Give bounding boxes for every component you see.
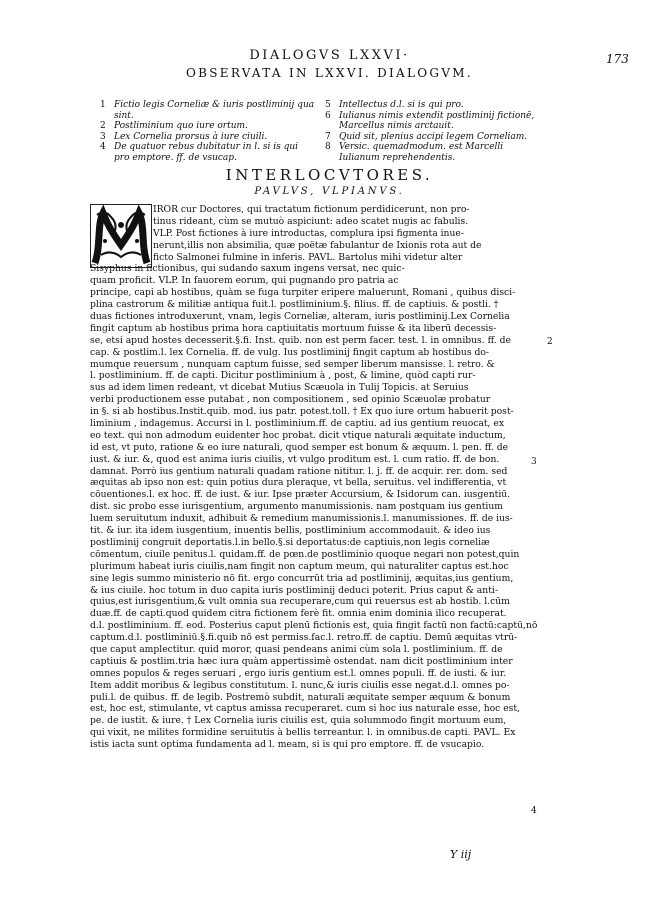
text-line: id est, vt puto, ratione & eo iure naturali, quod semper est bonum & æquum. l. pen. ff. de (90, 441, 509, 453)
summary-item (325, 142, 540, 163)
summary-item (100, 121, 315, 132)
summary-left-column (100, 100, 315, 164)
text-line: verbi productionem esse putabat , non compositionem , sed opinio Scæuolæ probatur (90, 394, 491, 406)
summary-item-text: Iulianus nimis extendit postliminij fictionē, Marcellus nimis arctauit. (339, 110, 535, 132)
text-line: cōuentiones.l. ex hoc. ff. de iust. & iur. Ipse præter Accursium, & Isidorum can. iusgentiū. (90, 489, 511, 501)
text-line: tit. & iur. ita idem iusgentium, inuentis bellis, postliminium accommodauit. & ideo ius (90, 525, 491, 537)
text-line: quam proficit. VLP. In fauorem eorum, qui pugnando pro patria ac (90, 275, 399, 287)
summary-item-text: Lex Cornelia prorsus à iure ciuili. (114, 131, 268, 142)
text-line: tinus rideant, cùm se mutuò aspiciunt: adeo scatet nugis ac fabulis. (153, 215, 469, 227)
text-line: duæ.ff. de capti.quod quidem citra fictionem ferè fit. omnia enim dominia ilico recuperat. (90, 608, 507, 620)
text-line: liminium , indagemus. Accursi in l. postliminium.ff. de captiu. ad ius gentium reuocat, ex (90, 418, 505, 430)
margin-note-4: 4 (531, 806, 537, 816)
text-line: captum.d.l. postliminiū.§.fi.quib nō est permiss.fac.l. retro.ff. de captiu. Demū æquitas vtrū- (90, 632, 518, 644)
summary-item-text: Intellectus d.l. si is qui pro. (339, 100, 464, 110)
text-line: iust. & iur. &, quod est anima iuris ciuilis, vt vulgo proditum est. l. cum ratio. ff. de bon. (90, 453, 500, 465)
text-line: sus ad idem limen redeant, vt dicebat Mutius Scæuola in Tulij Topicis. at Seruius (90, 382, 469, 394)
text-line: pe. de iustit. & iure. † Lex Cornelia iuris ciuilis est, quia solummodo fingit mortuum eum, (90, 715, 507, 727)
text-line: istis iacta sunt optima fundamenta ad l. meam, si is qui pro emptore. ff. de vsucapio. (90, 739, 485, 751)
text-line: Sisyphus in fictionibus, qui sudando saxum ingens versat, nec quic- (90, 263, 405, 275)
summary-right-column (325, 100, 540, 164)
text-line: omnes populos & reges seruari , ergo iuris gentium est.l. omnes populi. ff. de iusti. & iur. (90, 667, 507, 679)
text-line: mumque reuersum , nunquam captum fuisse, sed semper liberum mansisse. l. retro. & (90, 358, 495, 370)
summary-item-text: De quatuor rebus dubitatur in l. si is qui pro emptore. ff. de vsucap. (114, 142, 299, 163)
summary-item-number: 3 (100, 131, 106, 142)
text-line: d.l. postliminium. ff. eod. Posterius caput plenū fictionis est, quia fingit factū non factū:captū,nō (90, 620, 538, 632)
text-line: nerunt,illis non absimilia, quæ poëtæ fabulantur de Ixionis rota aut de (153, 239, 482, 251)
summary-item-number: 4 (100, 142, 106, 153)
summary-item (100, 100, 315, 121)
text-line: ficto Salmonei fulmine in inferis. PAVL. Bartolus mihi videtur alter (153, 251, 463, 263)
summary-item-text: Fictio legis Corneliæ & iuris postliminij qua sint. (114, 100, 315, 121)
summary-item-number: 7 (325, 131, 331, 142)
summary-item-number: 6 (325, 110, 331, 121)
summary-item (100, 142, 315, 163)
text-line: fingit captum ab hostibus prima hora captiuitatis mortuum fuisse & ita liberū decessis- (90, 322, 497, 334)
text-line: que caput amplectitur. quid moror, quasi pendeans animi cùm sola l. postliminium. ff. de (90, 643, 503, 655)
text-line: captiuis & postlim.tria hæc iura quàm appertissimè ostendat. nam dicit postliminium inter (90, 655, 513, 667)
text-line: in §. si ab hostibus.Instit.quib. mod. ius patr. potest.toll. † Ex quo iure ortum habuerit post- (90, 406, 514, 418)
signature-mark: Y iij (450, 848, 472, 861)
summary-item-number: 5 (325, 100, 331, 110)
summary-item (100, 132, 315, 143)
text-line: l. postliminium. ff. de capti. Dicitur postliminium à , post, & limine, quòd capti rur- (90, 370, 476, 382)
summary-item-number: 1 (100, 100, 106, 110)
text-line: sine legis summo ministerio nō fit. ergo concurrūt tria ad postliminij, æquitas,ius gentium, (90, 572, 514, 584)
summary-item (325, 100, 540, 111)
observata-heading: OBSERVATA IN LXXVI. DIALOGVM. (186, 66, 473, 80)
summary-item-number: 8 (325, 142, 331, 153)
summary-item (325, 132, 540, 143)
interlocutores-heading: INTERLOCVTORES. (225, 166, 434, 184)
text-line: puli.l. de quibus. ff. de legib. Postremò subdit, naturali æquitate semper æquum & bonum (90, 691, 511, 703)
page-number: 173 (606, 52, 629, 66)
text-line: damnat. Porrò ius gentium naturali quadam ratione nititur. l. j. ff. de acquir. rer. dom. sed (90, 465, 508, 477)
text-line: plina castrorum & militiæ antiqua fuit.l. postliminium.§. filius. ff. de captiuis. & postli. † (90, 299, 499, 311)
margin-note-2: 2 (547, 337, 553, 347)
text-line: cōmentum, ciuile penitus.l. quidam.ff. de pœn.de postliminio quoque negari non potest,quin (90, 548, 520, 560)
margin-note-3: 3 (531, 457, 537, 467)
text-line: & ius ciuile. hoc totum in duo capita iuris postliminij deduci poterit. Prius caput & anti- (90, 584, 498, 596)
running-head: DIALOGVS LXXVI· (249, 48, 410, 63)
text-line: duas fictiones introduxerunt, vnam, legis Corneliæ, alteram, iuris postliminij.Lex Cornelia (90, 311, 510, 323)
text-line: quius,est iurisgentium,& vult omnia sua recuperare,cum qui reuersus est ab hostib. l.cūm (90, 596, 510, 608)
text-line: principe, capi ab hostibus, quàm se fuga turpiter eripere maluerunt, Romani , quibus disci- (90, 287, 516, 299)
text-line: VLP. Post fictiones à iure introductas, complura ipsi figmenta inue- (153, 227, 464, 239)
summary-item-text: Versic. quemadmodum. est Marcelli Iulianum reprehendentis. (339, 142, 504, 163)
summary-item-text: Quid sit, plenius accipi legem Corneliam. (339, 131, 528, 142)
speakers-line: PAVLVS, VLPIANVS. (254, 186, 405, 197)
text-line: postliminij congruit deportatis.l.in bello.§.si deportatus:de captiuis,non legis corneliæ (90, 536, 490, 548)
text-line: IROR cur Doctores, qui tractatum fictionum perdidicerunt, non pro- (153, 204, 470, 215)
text-line: se, etsi apud hostes decesserit.§.fi. Inst. quib. non est perm facer. test. l. in omnibus. ff. de (90, 334, 511, 346)
text-line: eo text. qui non admodum euidenter hoc probat. dicit vtique naturali æquitate inductum, (90, 429, 506, 441)
text-line: qui vixit, ne milites formidine seruitutis à bellis terreantur. l. in omnibus.de capti. PAVL. Ex (90, 727, 516, 739)
text-line: luem seruitutum induxit, adhibuit & remedium manumissionis.l. manumissiones. ff. de ius- (90, 513, 513, 525)
summary-item-text: Postliminium quo iure ortum. (114, 121, 248, 132)
text-line: plurimum habeat iuris ciuilis,nam fingit non captum meum, qui naturaliter captus est.hoc (90, 560, 509, 572)
summary-item-number: 2 (100, 121, 106, 132)
summary-item (325, 111, 540, 132)
text-line: Item addit moribus & legibus constitutum. l. nunc,& iuris ciuilis esse negat.d.l. omnes po- (90, 679, 510, 691)
text-line: dist. sic probo esse iurisgentium, argumento manumissionis. nam postquam ius gentium (90, 501, 503, 513)
text-line: est, hoc est, stimulante, vt captus amissa recuperaret. cum si hoc ius naturale esse, hoc est, (90, 703, 520, 715)
text-line: æquitas ab ipso non est: quin potius dura pleraque, vt bella, seruitus. vel indifferentia, vt (90, 477, 507, 489)
dialogue-body (90, 204, 545, 751)
text-line: cap. & postlim.l. lex Cornelia. ff. de vulg. Ius postliminij fingit captum ab hostibus do- (90, 346, 489, 358)
